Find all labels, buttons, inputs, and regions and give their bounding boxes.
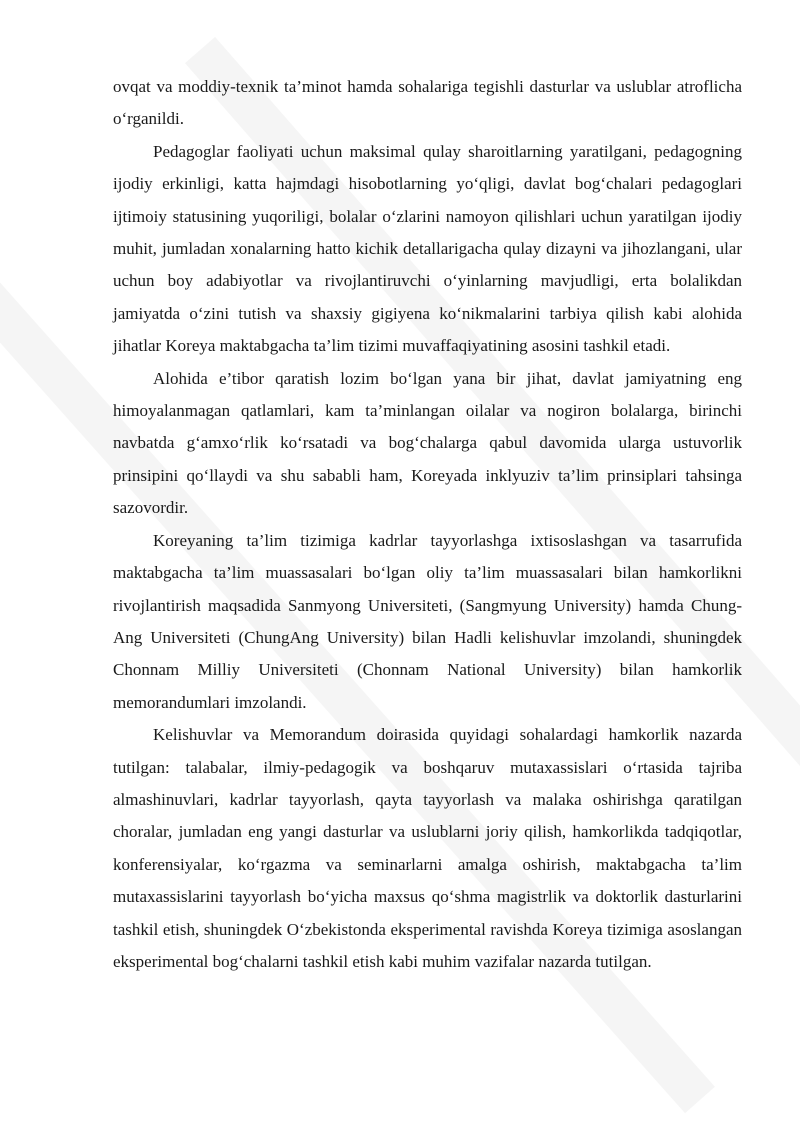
paragraph-continuation: ovqat va moddiy-texnik ta’minot hamda sohalariga tegishli dasturlar va uslublar atroflicha o‘rganildi. [113,77,742,129]
paragraph-university-cooperation: Koreyaning ta’lim tizimiga kadrlar tayyorlashga ixtisoslashgan va tasarrufida maktabgacha ta’lim muassasalari bo‘lgan oliy ta’lim muassasalari bilan hamkorlikni rivojlantirish maqsadida Sanmyong Universiteti, (Sangmyung University) hamda Chung-Ang Universiteti (ChungAng University) bilan Hadli kelishuvlar imzolandi, shuningdek Chonnam Milliy Universiteti (Chonnam National University) bilan hamkorlik memorandumlari imzolandi. [113,530,742,712]
paragraph-agreements: Kelishuvlar va Memorandum doirasida quyidagi sohalardagi hamkorlik nazarda tutilgan: talabalar, ilmiy-pedagogik va boshqaruv mutaxassislari o‘rtasida tajriba almashinuvlari, kadrlar tayyorlash, qayta tayyorlash va malaka oshirishga qaratilgan choralar, jumladan eng yangi dasturlar va uslublarni joriy qilish, hamkorlikda tadqiqotlar, konferensiyalar, ko‘rgazma va seminarlarni amalga oshirish, maktabgacha ta’lim mutaxassislarini tayyorlash bo‘yicha maxsus qo‘shma magistrlik va doktorlik dasturlarini tashkil etish, shuningdek O‘zbekistonda eksperimental ravishda Koreya tizimiga asoslangan eksperimental bog‘chalarni tashkil etish kabi muhim vazifalar nazarda tutilgan. [113,725,742,971]
paragraph-pedagogues: Pedagoglar faoliyati uchun maksimal qulay sharoitlarning yaratilgani, pedagogning ijodiy erkinligi, katta hajmdagi hisobotlarning yo‘qligi, davlat bog‘chalari pedagoglari ijtimoiy statusining yuqoriligi, bolalar o‘zlarini namoyon qilishlari uchun yaratilgan ijodiy muhit, jumladan xonalarning hatto kichik detallarigacha qulay dizayni va jihozlangani, ular uchun boy adabiyotlar va rivojlantiruvchi o‘yinlarning mavjudligi, erta bolalikdan jamiyatda o‘zini tutish va shaxsiy gigiyena ko‘nikmalarini tarbiya qilish kabi alohida jihatlar Koreya maktabgacha ta’lim tizimi muvaffaqiyatining asosini tashkil etadi. [113,141,742,356]
paragraph-inclusive-education: Alohida e’tibor qaratish lozim bo‘lgan yana bir jihat, davlat jamiyatning eng himoyalanmagan qatlamlari, kam ta’minlangan oilalar va nogiron bolalarga, birinchi navbatda g‘amxo‘rlik ko‘rsatadi va bog‘chalarga qabul davomida ularga ustuvorlik prinsipini qo‘llaydi va shu sababli ham, Koreyada inklyuziv ta’lim prinsiplari tahsinga sazovordir. [113,368,742,518]
document-page [113,71,742,978]
